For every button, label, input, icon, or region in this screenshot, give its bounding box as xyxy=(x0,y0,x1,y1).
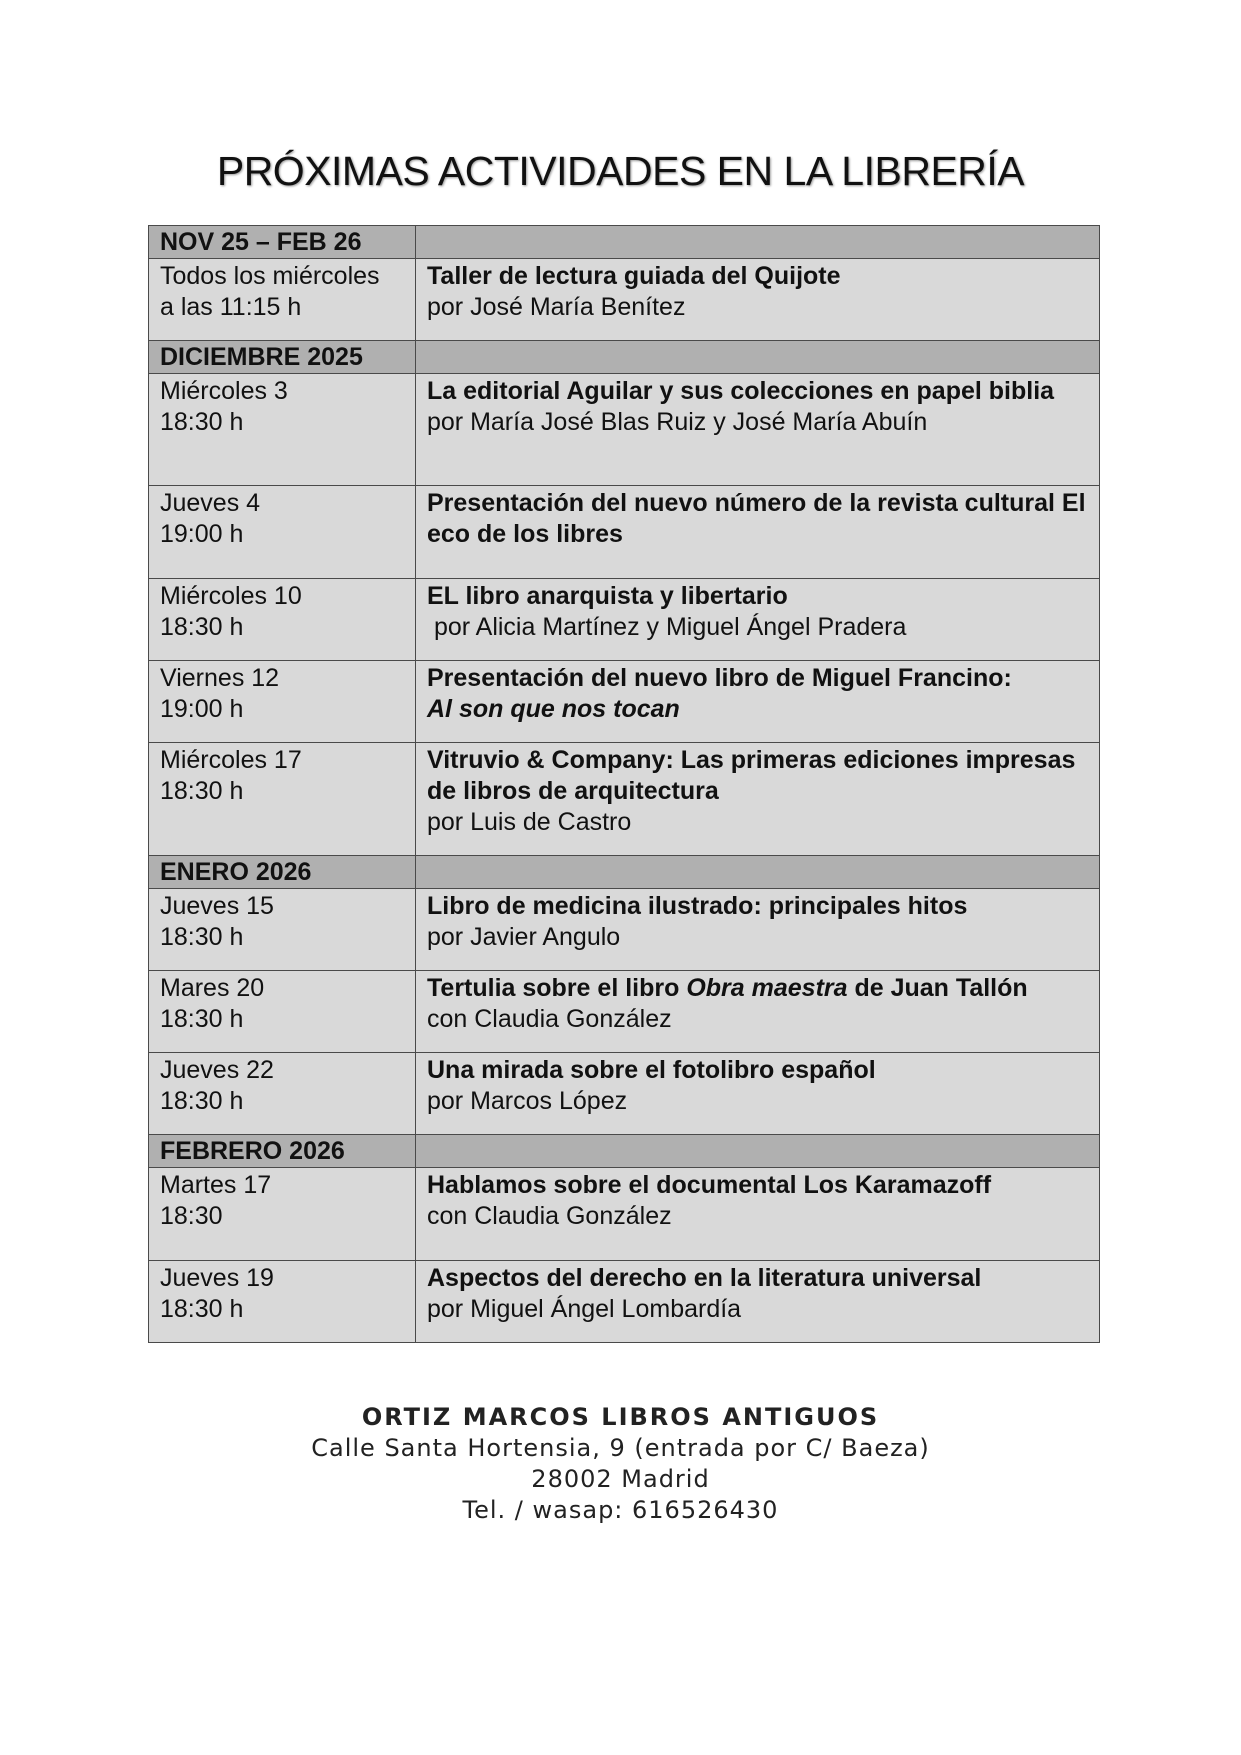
event-day: Miércoles 10 xyxy=(160,582,302,610)
event-when xyxy=(149,1261,416,1343)
event-title: Vitruvio & Company: Las primeras ediciones impresas de libros de arquitectura xyxy=(427,746,1076,805)
event-row xyxy=(149,1261,1100,1343)
event-day: Todos los miércoles xyxy=(160,262,380,290)
event-speaker: por Alicia Martínez y Miguel Ángel Pradera xyxy=(427,613,907,641)
event-time: 19:00 h xyxy=(160,695,244,723)
section-label: NOV 25 – FEB 26 xyxy=(149,226,416,259)
event-when xyxy=(149,743,416,856)
event-time: 18:30 h xyxy=(160,777,244,805)
section-label: FEBRERO 2026 xyxy=(149,1135,416,1168)
shop-name: ORTIZ MARCOS LIBROS ANTIGUOS xyxy=(361,1403,880,1431)
event-time: 18:30 h xyxy=(160,923,244,951)
shop-contact xyxy=(0,1402,1241,1526)
event-title: Hablamos sobre el documental Los Karamazoff xyxy=(427,1171,992,1199)
shop-city: 28002 Madrid xyxy=(531,1465,710,1493)
event-details xyxy=(416,1168,1100,1261)
event-when xyxy=(149,661,416,743)
event-row xyxy=(149,259,1100,341)
section-header-row xyxy=(149,856,1100,889)
event-time: 18:30 h xyxy=(160,1087,244,1115)
event-day: Miércoles 17 xyxy=(160,746,302,774)
event-row xyxy=(149,374,1100,486)
event-details xyxy=(416,971,1100,1053)
section-blank-cell xyxy=(416,1135,1100,1168)
event-row xyxy=(149,1168,1100,1261)
event-day: Jueves 15 xyxy=(160,892,274,920)
event-day: Miércoles 3 xyxy=(160,377,288,405)
shop-phone: Tel. / wasap: 616526430 xyxy=(462,1496,779,1524)
event-time: 18:30 xyxy=(160,1202,223,1230)
event-speaker: por Javier Angulo xyxy=(427,923,621,951)
event-title: Presentación del nuevo número de la revista cultural El eco de los libres xyxy=(427,489,1086,548)
event-row xyxy=(149,1053,1100,1135)
event-when xyxy=(149,889,416,971)
event-row xyxy=(149,743,1100,856)
section-blank-cell xyxy=(416,341,1100,374)
event-speaker: por Miguel Ángel Lombardía xyxy=(427,1295,742,1323)
event-time: 19:00 h xyxy=(160,520,244,548)
event-speaker: por María José Blas Ruiz y José María Abuín xyxy=(427,408,928,436)
event-title: Una mirada sobre el fotolibro español xyxy=(427,1056,876,1084)
event-time: 18:30 h xyxy=(160,613,244,641)
event-day: Mares 20 xyxy=(160,974,265,1002)
event-details xyxy=(416,1053,1100,1135)
section-blank-cell xyxy=(416,226,1100,259)
event-day: Jueves 22 xyxy=(160,1056,274,1084)
event-day: Viernes 12 xyxy=(160,664,280,692)
shop-address: Calle Santa Hortensia, 9 (entrada por C/ Baeza) xyxy=(311,1434,930,1462)
section-header-row xyxy=(149,226,1100,259)
event-title: EL libro anarquista y libertario xyxy=(427,582,788,610)
event-title-italic: Obra maestra xyxy=(686,974,848,1002)
event-time: 18:30 h xyxy=(160,1005,244,1033)
event-title: Aspectos del derecho en la literatura universal xyxy=(427,1264,982,1292)
event-when xyxy=(149,971,416,1053)
section-label: ENERO 2026 xyxy=(149,856,416,889)
event-speaker: por José María Benítez xyxy=(427,293,686,321)
event-details xyxy=(416,661,1100,743)
event-details xyxy=(416,486,1100,579)
event-when xyxy=(149,486,416,579)
section-header-row xyxy=(149,1135,1100,1168)
event-details xyxy=(416,1261,1100,1343)
event-row xyxy=(149,889,1100,971)
event-when xyxy=(149,1053,416,1135)
events-table xyxy=(148,225,1100,1343)
event-time: a las 11:15 h xyxy=(160,293,302,321)
section-blank-cell xyxy=(416,856,1100,889)
event-row xyxy=(149,486,1100,579)
event-title: Tertulia sobre el libro xyxy=(427,974,680,1002)
event-title-italic: Al son que nos tocan xyxy=(427,695,680,723)
event-when xyxy=(149,579,416,661)
section-header-row xyxy=(149,341,1100,374)
event-title: Taller de lectura guiada del Quijote xyxy=(427,262,841,290)
event-details xyxy=(416,889,1100,971)
event-title-line xyxy=(427,973,1089,1004)
event-when xyxy=(149,374,416,486)
event-title-after: de Juan Tallón xyxy=(854,974,1028,1002)
event-details xyxy=(416,259,1100,341)
event-title: Presentación del nuevo libro de Miguel Francino: xyxy=(427,664,1012,692)
event-row xyxy=(149,579,1100,661)
event-time: 18:30 h xyxy=(160,1295,244,1323)
event-time: 18:30 h xyxy=(160,408,244,436)
event-title: Libro de medicina ilustrado: principales hitos xyxy=(427,892,968,920)
event-day: Jueves 4 xyxy=(160,489,261,517)
event-details xyxy=(416,579,1100,661)
event-details xyxy=(416,374,1100,486)
event-row xyxy=(149,661,1100,743)
event-speaker: con Claudia González xyxy=(427,1202,672,1230)
event-day: Martes 17 xyxy=(160,1171,272,1199)
event-speaker: con Claudia González xyxy=(427,1005,672,1033)
event-speaker: por Marcos López xyxy=(427,1087,628,1115)
event-row xyxy=(149,971,1100,1053)
event-day: Jueves 19 xyxy=(160,1264,274,1292)
event-details xyxy=(416,743,1100,856)
event-title: La editorial Aguilar y sus colecciones en papel biblia xyxy=(427,377,1055,405)
event-when xyxy=(149,1168,416,1261)
event-when xyxy=(149,259,416,341)
page-title: PRÓXIMAS ACTIVIDADES EN LA LIBRERÍA xyxy=(216,148,1025,194)
section-label: DICIEMBRE 2025 xyxy=(149,341,416,374)
event-speaker: por Luis de Castro xyxy=(427,808,632,836)
